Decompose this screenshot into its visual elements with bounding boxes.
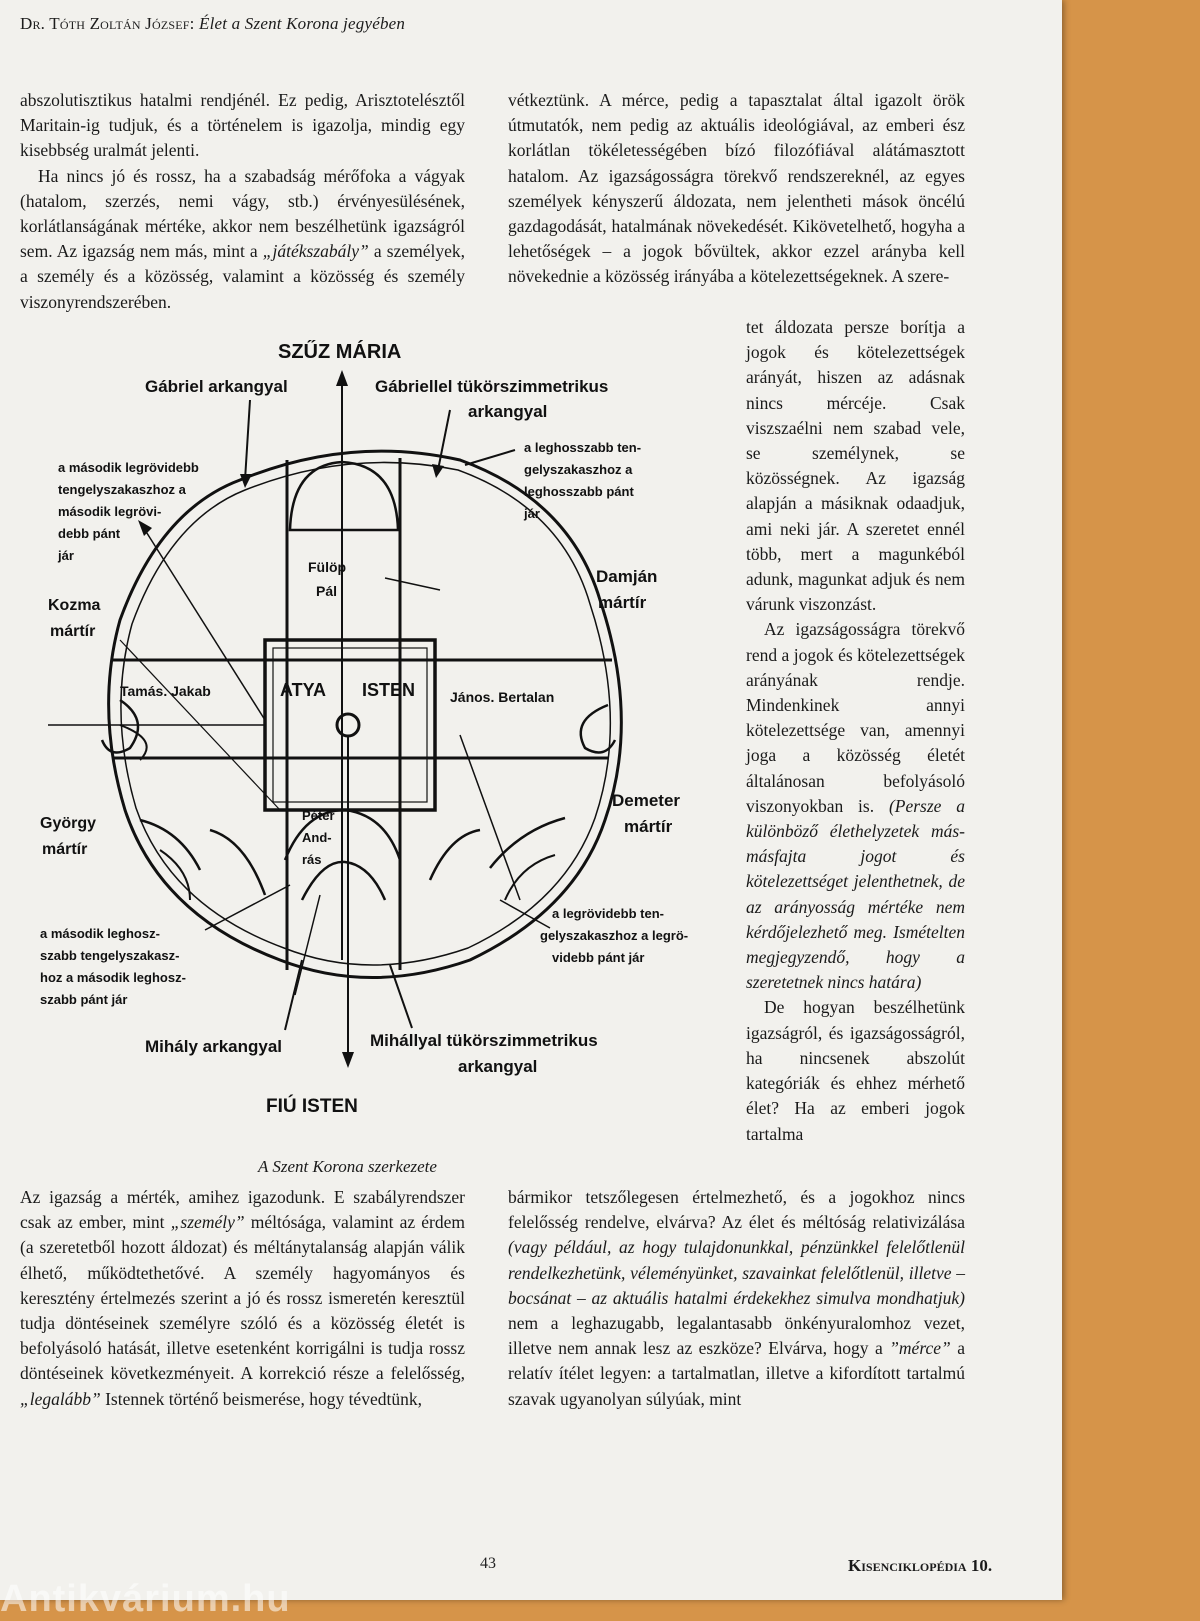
label-kozma: Kozma <box>48 597 101 614</box>
label-axis-note: második legrövi- <box>58 504 162 519</box>
label-axis-note: leghosszabb pánt <box>524 484 634 499</box>
bottom-arch <box>302 862 385 900</box>
label-axis-note: gelyszakaszhoz a <box>524 462 633 477</box>
arrow <box>438 410 450 470</box>
label-gyorgy: mártír <box>42 841 88 858</box>
label-mihaly: Mihály arkangyal <box>145 1037 283 1056</box>
label-axis-note: a második leghosz- <box>40 926 160 941</box>
watermark: Antikvárium.hu <box>0 1578 291 1620</box>
label-virgin-mary: SZŰZ MÁRIA <box>278 341 402 363</box>
label-axis-note: debb pánt <box>58 526 121 541</box>
paragraph: Az igazságosságra törekvő rend a jogok és kötelezettségek arányának rendje. Mindenkinek annyi kötelezettsége van, amennyi joga a közösség életét általánosan befolyásoló viszonyokban is. (Persze a különböző élethelyzetek más-másfajta jogot és kötelezettséget jelenthetnek, de az arányosság mértéke nem kérdőjelezhető meg. Ismételten megjegyzendő, hogy a szeretetnek nincs határa) <box>746 619 966 993</box>
top-arch <box>290 462 398 530</box>
label-kozma: mártír <box>50 623 96 640</box>
center-cross <box>337 714 359 736</box>
header-title: Élet a Szent Korona jegyében <box>199 14 406 33</box>
label-axis-note: a legrövidebb ten- <box>552 906 664 921</box>
label-peter: And- <box>302 830 332 845</box>
label-janos: János. Bertalan <box>450 689 555 705</box>
top-right-column <box>508 88 965 290</box>
label-axis-note: jár <box>524 506 540 521</box>
crown-inner-ring <box>121 462 610 965</box>
center-square <box>265 640 435 810</box>
label-axis-note: szabb pánt jár <box>40 992 128 1007</box>
paragraph: De hogyan beszélhetünk igazságról, és igazságosságról, ha nincsenek abszolút kategóriák és ehhez mérhető élet? Ha az emberi jogok tartalma <box>746 997 965 1144</box>
narrow-right-column <box>746 315 965 1147</box>
arrow-head <box>342 1052 354 1068</box>
label-son-god: FIÚ ISTEN <box>266 1096 358 1117</box>
label-gyorgy: György <box>40 815 97 832</box>
arrow <box>385 578 440 590</box>
arrow <box>205 885 290 930</box>
bottom-left-column <box>20 1185 465 1412</box>
label-axis-note: szabb tengelyszakasz- <box>40 948 180 963</box>
arrow-head <box>336 370 348 386</box>
holy-crown-diagram <box>40 340 740 1150</box>
label-gabriel-sym: arkangyal <box>468 402 548 421</box>
label-fulop: Fülöp <box>308 559 347 575</box>
paragraph: Ha nincs jó és rossz, ha a szabadság mérőfoka a vágyak (hatalom, szerzés, nemi vágy, stb.) érvényesülésének, korlátlanságának mértéke, akkor nem beszélhetünk igazságról sem. Az igazság nem más, mint a „játékszabály” a személyek, a személy és a közösség, valamint a közösség és személy viszonyrendszerében. <box>20 165 465 312</box>
label-damjan: Damján <box>596 567 658 586</box>
figure-caption: A Szent Korona szerkezete <box>258 1157 437 1176</box>
label-peter: Péter <box>302 808 335 823</box>
bottom-arch <box>210 830 265 895</box>
label-axis-note: tengelyszakaszhoz a <box>58 482 186 497</box>
label-axis-note: hoz a második leghosz- <box>40 970 186 985</box>
label-tamas: Tamás. Jakab <box>120 683 211 699</box>
label-axis-note: a második legrövidebb <box>58 460 199 475</box>
arrow <box>285 960 302 1030</box>
label-damjan: mártír <box>598 593 647 612</box>
label-demeter: Demeter <box>612 791 681 810</box>
label-axis-note: videbb pánt jár <box>552 950 645 965</box>
bottom-arch <box>490 818 565 868</box>
label-axis-note: gelyszakaszhoz a legrö- <box>540 928 689 943</box>
label-atya: ATYA <box>280 680 327 700</box>
arrow <box>460 735 520 900</box>
paragraph: abszolutisztikus hatalmi rendjénél. Ez pedig, Arisztotelésztől Maritain-ig tudjuk, és a történelem is igazolja, mindig egy kisebbség uralmát jelenti. <box>20 90 465 161</box>
header-author: Dr. Tóth Zoltán József: <box>20 14 195 33</box>
label-demeter: mártír <box>624 817 673 836</box>
label-mihaly-sym: Mihállyal tükörszimmetrikus <box>370 1031 598 1050</box>
label-peter: rás <box>302 852 322 867</box>
label-gabriel-sym: Gábriellel tükörszimmetrikus <box>375 377 609 396</box>
label-gabriel: Gábriel arkangyal <box>145 377 288 396</box>
label-isten: ISTEN <box>362 680 416 700</box>
running-footer: Kisenciklopédia 10. <box>848 1556 993 1575</box>
label-fulop: Pál <box>316 583 338 599</box>
paragraph: Az igazság a mérték, amihez igazodunk. E szabályrendszer csak az ember, mint „személy” méltósága, valamint az érdem (a szeretetből hozott áldozat) és méltánytalanság alapján válik élhető, működtethetővé. A személy hagyományos és keresztény értelmezés szerint a jó és rossz ismeretén keresztül tudja döntéseinek személyre szóló és a közösség életét is befolyásoló hatását, illetve esetenként korrigálni is tudja rossz döntéseinek következményeit. A korrekció része a felelősség, „legalább” Istennek történő beismerése, hogy tévedtünk, <box>20 1187 465 1409</box>
page-number: 43 <box>480 1555 496 1572</box>
label-axis-note: jár <box>58 548 74 563</box>
paragraph: vétkeztünk. A mérce, pedig a tapasztalat által igazolt örök útmutatók, nem pedig az aktuális ideológiával, az emberi ész korlátlan tökéletességében bízó filozófiával alátámasztott hatalom. Az igazságosságra törekvő rendszereknél, az egyes személyek kényszerű áldozata, nem jelentheti mások öncélú gazdagodását, hatalmának növekedését. Kikövetelhető, hogyha a lehetőségek – a jogok bővültek, akkor ezzel arányba kell növekednie a közösség irányába a kötelezettségeknek. A szere- <box>508 90 965 287</box>
label-mihaly-sym: arkangyal <box>458 1057 538 1076</box>
paragraph: tet áldozata persze borítja a jogok és kötelezettségek arányát, hiszen az adásnak nincs mércéje. Csak viszszaélni nem szabad vele, se személynek, se közösségnek. Az igazság alapján a másiknak odaadjuk, ami neki jár. A szeretet ennél több, mert a magunkéból adunk, magunkat adjuk és nem várunk viszonzást. <box>746 317 965 615</box>
bottom-right-column <box>508 1185 965 1412</box>
running-header <box>20 14 405 34</box>
top-left-column <box>20 88 465 315</box>
arrow <box>245 400 250 480</box>
arrow <box>465 450 515 465</box>
bottom-arch <box>430 830 480 880</box>
label-axis-note: a leghosszabb ten- <box>524 440 642 455</box>
arrow <box>295 895 320 995</box>
paragraph: bármikor tetszőlegesen értelmezhető, és a jogokhoz nincs felelősség rendelve, elvárva? Az élet és méltóság relativizálása (vagy például, az hogy tulajdonunkkal, pénzünkkel felelőtlenül rendelkezhetünk, véleményünket, szavainkat felelőtlenül, illetve – bocsánat – az aktuális hatalmi érdekekhez simulva mondhatjuk) nem a leghazugabb, legalantasabb önkényuralomhoz vezet, illetve nem annak lesz az eszköze? Elvárva, hogy a ”mérce” a relatív ítélet legyen: a tartalmatlan, illetve a kifordított tartalmú szavak ugyanolyan súlyúak, mint <box>508 1187 965 1409</box>
